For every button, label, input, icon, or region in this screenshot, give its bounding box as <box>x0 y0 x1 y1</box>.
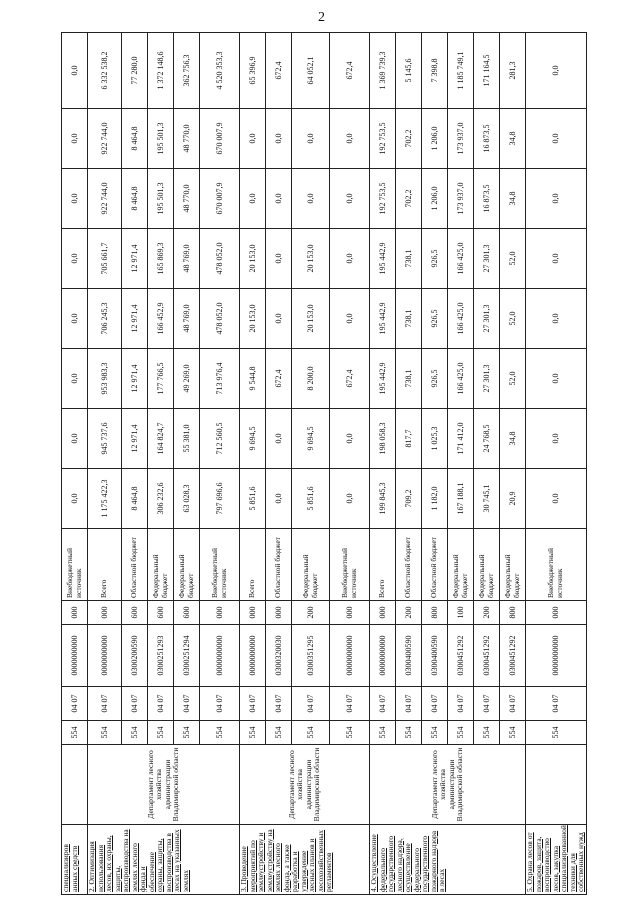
funding-source-cell: Федеральный бюджет <box>174 529 200 601</box>
value-cell: 0,0 <box>62 33 88 109</box>
grbs-cell: 554 <box>526 721 587 745</box>
target-article-cell: 0000000000 <box>62 625 88 687</box>
expense-type-cell: 000 <box>88 601 122 625</box>
value-cell: 0,0 <box>266 289 292 349</box>
value-cell: 0,0 <box>330 289 370 349</box>
value-cell: 702,2 <box>396 169 422 229</box>
value-cell: 27 301,3 <box>474 289 500 349</box>
value-cell: 8 464,8 <box>122 469 148 529</box>
page-number: 2 <box>318 10 325 25</box>
funding-source-cell: Федеральный бюджет <box>500 529 526 601</box>
section-cell: 04 07 <box>396 687 422 721</box>
value-cell: 52,0 <box>500 289 526 349</box>
section-cell: 04 07 <box>448 687 474 721</box>
value-cell: 0,0 <box>526 33 587 109</box>
value-cell: 195 501,3 <box>148 169 174 229</box>
executor-cell <box>526 745 587 825</box>
value-cell: 1 372 148,6 <box>148 33 174 109</box>
target-article-cell: 0300351295 <box>292 625 330 687</box>
value-cell: 12 971,4 <box>122 229 148 289</box>
value-cell: 48 769,0 <box>174 229 200 289</box>
value-cell: 702,2 <box>396 109 422 169</box>
value-cell: 177 766,5 <box>148 349 174 409</box>
expense-type-cell: 000 <box>240 601 266 625</box>
value-cell: 0,0 <box>330 169 370 229</box>
funding-source-cell: Всего <box>88 529 122 601</box>
target-article-cell: 0300200590 <box>122 625 148 687</box>
program-cell: 5. Охрана лесов от пожаров, защита, воспроизводство лесов, закупка специализированной техники для собственных нужд <box>526 825 587 895</box>
value-cell: 672,4 <box>266 349 292 409</box>
grbs-cell: 554 <box>122 721 148 745</box>
value-cell: 1 175 422,3 <box>88 469 122 529</box>
expense-type-cell: 100 <box>448 601 474 625</box>
section-cell: 04 07 <box>330 687 370 721</box>
section-cell: 04 07 <box>174 687 200 721</box>
grbs-cell: 554 <box>292 721 330 745</box>
value-cell: 171 164,5 <box>474 33 500 109</box>
value-cell: 195 501,3 <box>148 109 174 169</box>
value-cell: 20 153,0 <box>240 229 266 289</box>
expense-type-cell: 600 <box>122 601 148 625</box>
value-cell: 1 182,0 <box>422 469 448 529</box>
value-cell: 672,4 <box>330 33 370 109</box>
grbs-cell: 554 <box>422 721 448 745</box>
value-cell: 0,0 <box>330 469 370 529</box>
section-cell: 04 07 <box>292 687 330 721</box>
value-cell: 77 280,0 <box>122 33 148 109</box>
table-row <box>526 33 587 895</box>
expense-type-cell: 000 <box>200 601 240 625</box>
funding-source-cell: Областной бюджет <box>266 529 292 601</box>
value-cell: 9 694,5 <box>292 409 330 469</box>
target-article-cell: 0000000000 <box>200 625 240 687</box>
value-cell: 1 206,0 <box>422 169 448 229</box>
section-cell: 04 07 <box>422 687 448 721</box>
grbs-cell: 554 <box>500 721 526 745</box>
value-cell: 6 332 538,2 <box>88 33 122 109</box>
program-cell: 4. Осуществление федерального государственного лесного надзора, осуществление федерального государственного пожарного надзора в лесах <box>370 825 526 895</box>
funding-source-cell: Областной бюджет <box>422 529 448 601</box>
target-article-cell: 0000000000 <box>330 625 370 687</box>
value-cell: 195 442,9 <box>370 289 396 349</box>
value-cell: 52,0 <box>500 349 526 409</box>
value-cell: 49 269,0 <box>174 349 200 409</box>
value-cell: 706 245,3 <box>88 289 122 349</box>
value-cell: 30 745,1 <box>474 469 500 529</box>
funding-source-cell: Всего <box>370 529 396 601</box>
value-cell: 0,0 <box>526 229 587 289</box>
value-cell: 1 369 739,3 <box>370 33 396 109</box>
expense-type-cell: 800 <box>422 601 448 625</box>
value-cell: 192 753,5 <box>370 109 396 169</box>
value-cell: 0,0 <box>526 349 587 409</box>
value-cell: 165 869,3 <box>148 229 174 289</box>
value-cell: 0,0 <box>62 289 88 349</box>
expense-type-cell: 000 <box>526 601 587 625</box>
expense-type-cell: 200 <box>292 601 330 625</box>
value-cell: 0,0 <box>266 229 292 289</box>
value-cell: 5 851,6 <box>240 469 266 529</box>
value-cell: 0,0 <box>240 169 266 229</box>
target-article-cell: 0000000000 <box>526 625 587 687</box>
program-cell: 3. Проведение мероприятий по землеустройству и землеустройству на землях лесного фонда, а также разработка и утверждение лесных планов и лесохозяйственных регламентов <box>240 825 370 895</box>
funding-source-cell: Федеральный бюджет <box>474 529 500 601</box>
value-cell: 1 025,3 <box>422 409 448 469</box>
budget-table <box>61 32 587 895</box>
expense-type-cell: 000 <box>370 601 396 625</box>
target-article-cell: 0300451292 <box>500 625 526 687</box>
value-cell: 672,4 <box>330 349 370 409</box>
value-cell: 27 301,3 <box>474 229 500 289</box>
section-cell: 04 07 <box>474 687 500 721</box>
target-article-cell: 0300400590 <box>422 625 448 687</box>
grbs-cell: 554 <box>174 721 200 745</box>
value-cell: 48 770,0 <box>174 109 200 169</box>
value-cell: 0,0 <box>62 409 88 469</box>
grbs-cell: 554 <box>396 721 422 745</box>
value-cell: 478 052,0 <box>200 289 240 349</box>
value-cell: 0,0 <box>292 169 330 229</box>
value-cell: 738,1 <box>396 289 422 349</box>
value-cell: 20,9 <box>500 469 526 529</box>
executor-cell: Департамент лесного хозяйства администрации Владимирской области <box>240 745 370 825</box>
value-cell: 65 396,9 <box>240 33 266 109</box>
value-cell: 281,3 <box>500 33 526 109</box>
value-cell: 166 452,9 <box>148 289 174 349</box>
program-cell: специализиров анных средств <box>62 825 88 895</box>
value-cell: 63 028,3 <box>174 469 200 529</box>
value-cell: 797 696,6 <box>200 469 240 529</box>
value-cell: 0,0 <box>62 229 88 289</box>
value-cell: 34,8 <box>500 409 526 469</box>
value-cell: 198 058,3 <box>370 409 396 469</box>
target-article-cell: 0300451292 <box>474 625 500 687</box>
funding-source-cell: Федеральный бюджет <box>148 529 174 601</box>
value-cell: 922 744,0 <box>88 109 122 169</box>
section-cell: 04 07 <box>266 687 292 721</box>
value-cell: 199 845,3 <box>370 469 396 529</box>
target-article-cell: 0300251293 <box>148 625 174 687</box>
value-cell: 362 756,3 <box>174 33 200 109</box>
section-cell: 04 07 <box>88 687 122 721</box>
expense-type-cell: 200 <box>474 601 500 625</box>
expense-type-cell: 600 <box>148 601 174 625</box>
funding-source-cell: Внебюджетный источник <box>62 529 88 601</box>
value-cell: 953 983,3 <box>88 349 122 409</box>
value-cell: 12 971,4 <box>122 409 148 469</box>
value-cell: 738,1 <box>396 349 422 409</box>
value-cell: 672,4 <box>266 33 292 109</box>
target-article-cell: 0300400590 <box>396 625 422 687</box>
value-cell: 192 753,5 <box>370 169 396 229</box>
value-cell: 8 464,8 <box>122 109 148 169</box>
grbs-cell: 554 <box>448 721 474 745</box>
value-cell: 926,5 <box>422 229 448 289</box>
value-cell: 0,0 <box>266 109 292 169</box>
value-cell: 0,0 <box>526 409 587 469</box>
value-cell: 5 145,6 <box>396 33 422 109</box>
executor-cell: Департамент лесного хозяйства администрации Владимирской области <box>88 745 240 825</box>
value-cell: 173 937,0 <box>448 109 474 169</box>
value-cell: 0,0 <box>266 169 292 229</box>
funding-source-cell: Федеральный бюджет <box>292 529 330 601</box>
section-cell: 04 07 <box>148 687 174 721</box>
expense-type-cell: 600 <box>174 601 200 625</box>
value-cell: 0,0 <box>526 289 587 349</box>
value-cell: 8 464,8 <box>122 169 148 229</box>
grbs-cell: 554 <box>266 721 292 745</box>
value-cell: 5 851,6 <box>292 469 330 529</box>
expense-type-cell: 000 <box>62 601 88 625</box>
value-cell: 16 873,5 <box>474 109 500 169</box>
section-cell: 04 07 <box>240 687 266 721</box>
value-cell: 0,0 <box>526 169 587 229</box>
value-cell: 926,5 <box>422 289 448 349</box>
value-cell: 0,0 <box>266 469 292 529</box>
value-cell: 9 694,5 <box>240 409 266 469</box>
program-cell: 2. Оптимизация использования лесов, их охраны, защиты, воспроизводства на землях лесного фонда и обеспечение охраны, защиты, воспроизводства в лесах на указанных землях <box>88 825 240 895</box>
value-cell: 27 301,3 <box>474 349 500 409</box>
value-cell: 0,0 <box>526 469 587 529</box>
section-cell: 04 07 <box>122 687 148 721</box>
value-cell: 0,0 <box>62 169 88 229</box>
value-cell: 926,5 <box>422 349 448 409</box>
value-cell: 167 188,1 <box>448 469 474 529</box>
value-cell: 24 768,5 <box>474 409 500 469</box>
value-cell: 709,2 <box>396 469 422 529</box>
value-cell: 0,0 <box>526 109 587 169</box>
grbs-cell: 554 <box>200 721 240 745</box>
value-cell: 9 544,8 <box>240 349 266 409</box>
value-cell: 4 520 353,3 <box>200 33 240 109</box>
value-cell: 0,0 <box>62 109 88 169</box>
grbs-cell: 554 <box>240 721 266 745</box>
expense-type-cell: 200 <box>396 601 422 625</box>
value-cell: 1 185 749,1 <box>448 33 474 109</box>
value-cell: 670 007,9 <box>200 109 240 169</box>
grbs-cell: 554 <box>88 721 122 745</box>
value-cell: 0,0 <box>266 409 292 469</box>
target-article-cell: 0000000000 <box>88 625 122 687</box>
value-cell: 712 560,5 <box>200 409 240 469</box>
value-cell: 171 412,0 <box>448 409 474 469</box>
grbs-cell: 554 <box>148 721 174 745</box>
value-cell: 0,0 <box>330 409 370 469</box>
value-cell: 7 398,8 <box>422 33 448 109</box>
funding-source-cell: Федеральный бюджет <box>448 529 474 601</box>
target-article-cell: 0300451292 <box>448 625 474 687</box>
value-cell: 52,0 <box>500 229 526 289</box>
target-article-cell: 0300251294 <box>174 625 200 687</box>
value-cell: 48 770,0 <box>174 169 200 229</box>
executor-cell: Департамент лесного хозяйства администрации Владимирской области <box>370 745 526 825</box>
section-cell: 04 07 <box>526 687 587 721</box>
target-article-cell: 0300320030 <box>266 625 292 687</box>
section-cell: 04 07 <box>370 687 396 721</box>
grbs-cell: 554 <box>62 721 88 745</box>
value-cell: 55 381,0 <box>174 409 200 469</box>
table-row <box>88 33 122 895</box>
grbs-cell: 554 <box>370 721 396 745</box>
executor-cell <box>62 745 88 825</box>
value-cell: 1 206,0 <box>422 109 448 169</box>
value-cell: 817,7 <box>396 409 422 469</box>
funding-source-cell: Всего <box>240 529 266 601</box>
grbs-cell: 554 <box>330 721 370 745</box>
value-cell: 64 052,1 <box>292 33 330 109</box>
value-cell: 0,0 <box>62 349 88 409</box>
value-cell: 166 425,0 <box>448 289 474 349</box>
expense-type-cell: 000 <box>330 601 370 625</box>
value-cell: 16 873,5 <box>474 169 500 229</box>
table-row <box>62 33 88 895</box>
value-cell: 670 007,9 <box>200 169 240 229</box>
value-cell: 306 232,6 <box>148 469 174 529</box>
value-cell: 20 153,0 <box>292 229 330 289</box>
value-cell: 173 937,0 <box>448 169 474 229</box>
value-cell: 195 442,9 <box>370 229 396 289</box>
value-cell: 20 153,0 <box>292 289 330 349</box>
value-cell: 478 052,0 <box>200 229 240 289</box>
value-cell: 166 425,0 <box>448 349 474 409</box>
table-row <box>240 33 266 895</box>
value-cell: 0,0 <box>62 469 88 529</box>
value-cell: 195 442,9 <box>370 349 396 409</box>
funding-source-cell: Областной бюджет <box>396 529 422 601</box>
value-cell: 166 425,0 <box>448 229 474 289</box>
section-cell: 04 07 <box>62 687 88 721</box>
funding-source-cell: Внебюджетный источник <box>526 529 587 601</box>
value-cell: 945 737,6 <box>88 409 122 469</box>
funding-source-cell: Внебюджетный источник <box>330 529 370 601</box>
value-cell: 48 769,0 <box>174 289 200 349</box>
value-cell: 34,8 <box>500 109 526 169</box>
section-cell: 04 07 <box>500 687 526 721</box>
rotated-table <box>61 33 585 895</box>
value-cell: 164 824,7 <box>148 409 174 469</box>
value-cell: 8 200,0 <box>292 349 330 409</box>
value-cell: 713 976,4 <box>200 349 240 409</box>
value-cell: 0,0 <box>240 109 266 169</box>
target-article-cell: 0000000000 <box>240 625 266 687</box>
expense-type-cell: 800 <box>500 601 526 625</box>
funding-source-cell: Внебюджетный источник <box>200 529 240 601</box>
grbs-cell: 554 <box>474 721 500 745</box>
value-cell: 34,8 <box>500 169 526 229</box>
target-article-cell: 0000000000 <box>370 625 396 687</box>
table-row <box>370 33 396 895</box>
value-cell: 738,1 <box>396 229 422 289</box>
value-cell: 0,0 <box>330 229 370 289</box>
value-cell: 922 744,0 <box>88 169 122 229</box>
value-cell: 12 971,4 <box>122 349 148 409</box>
value-cell: 705 661,7 <box>88 229 122 289</box>
section-cell: 04 07 <box>200 687 240 721</box>
value-cell: 20 153,0 <box>240 289 266 349</box>
value-cell: 0,0 <box>330 109 370 169</box>
value-cell: 12 971,4 <box>122 289 148 349</box>
expense-type-cell: 000 <box>266 601 292 625</box>
rotated-table-area <box>61 33 585 895</box>
funding-source-cell: Областной бюджет <box>122 529 148 601</box>
value-cell: 0,0 <box>292 109 330 169</box>
